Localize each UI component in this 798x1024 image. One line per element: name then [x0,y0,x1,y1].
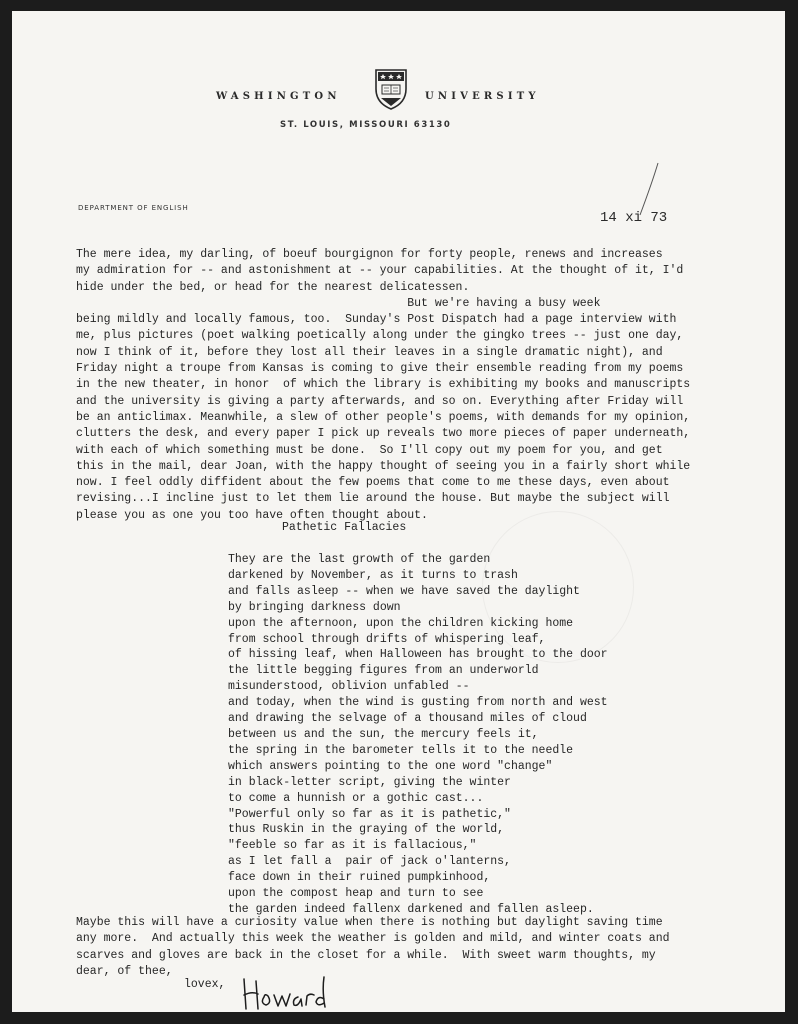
letter-date: 14 xi 73 [600,210,668,226]
letter-body: The mere idea, my darling, of boeuf bourgignon for forty people, renews and increases my admiration for -- and astonishment at -- your capabilities. At the thought of it, I'd hide under the bed, or head for the nearest delicatessen. But we're having a busy week being mildly and locally famous, too. Sunday's Post Dispatch had a page interview with me, plus pictures (poet walking poetically along under the gingko trees -- just one day, now I think of it, before they lost all their leaves in a single dramatic night), and Friday night a troupe from Kansas is coming to give their ensemble reading from my poems in the new theater, in honor of which the library is exhibiting my books and manuscripts and the university is giving a party afterwards, and so on. Everything after Friday will be an anticlimax. Meanwhile, a slew of other people's poems, with demands for my opinion, clutters the desk, and every paper I pick up reveals two more pieces of paper underneath, with each of which something must be done. So I'll copy out my poem for you, and get this in the mail, dear Joan, with the happy thought of seeing you in a fairly short while now. I feel oddly diffident about the few poems that come to me these days, even about revising...I incline just to let them lie around the house. But maybe the subject will please you as one you too have often thought about. [76,248,691,522]
closing-paragraph: Maybe this will have a curiosity value when there is nothing but daylight saving time any more. And actually this week the weather is golden and mild, and winter coats and scarves and gloves are back in the closet for a while. With sweet warm thoughts, my dear, of thee, [76,916,670,978]
letter-page [12,11,785,1012]
department-label: DEPARTMENT OF ENGLISH [78,204,189,212]
poem-title: Pathetic Fallacies [282,521,407,534]
university-shield-icon [373,67,409,111]
letterhead-address: ST. LOUIS, MISSOURI 63130 [280,120,452,130]
letterhead-name-right: UNIVERSITY [425,91,540,102]
signoff: lovex, [184,978,226,991]
letterhead-name-left: WASHINGTON [216,91,341,102]
handwritten-signature [238,969,330,1012]
poem-text: They are the last growth of the garden darkened by November, as it turns to trash and falls asleep -- when we have saved the daylight by bringing darkness down upon the afternoon, upon the children kicking home from school through drifts of whispering leaf, of hissing leaf, when Halloween has brought to the door the little begging figures from an underworld misunderstood, oblivion unfabled -- and today, when the wind is gusting from north and west and drawing the selvage of a thousand miles of cloud between us and the sun, the mercury feels it, the spring in the barometer tells it to the needle which answers pointing to the one word "change" in black-letter script, giving the winter to come a hunnish or a gothic cast... "Powerful only so far as it is pathetic," thus Ruskin in the graying of the world, "feeble so far as it is fallacious," as I let fall a pair of jack o'lanterns, face down in their ruined pumpkinhood, upon the compost heap and turn to see the garden indeed fallenx darkened and fallen asleep. [228,553,608,916]
